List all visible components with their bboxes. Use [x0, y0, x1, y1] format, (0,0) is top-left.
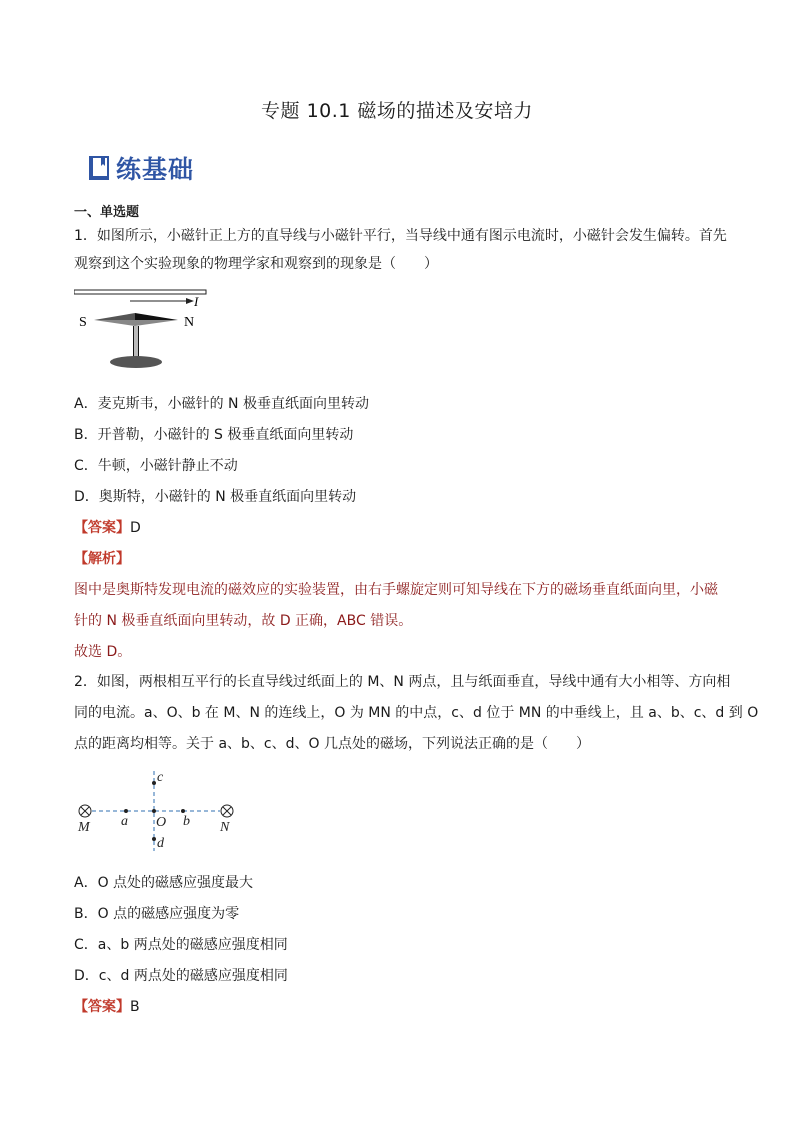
answer-tag: 【答案】 — [74, 520, 130, 536]
answer-value: D — [130, 520, 141, 536]
needle-bottom — [94, 320, 178, 326]
q2-option-b: B．O 点的磁感应强度为零 — [74, 906, 240, 922]
page-title: 专题 10.1 磁场的描述及安培力 — [261, 100, 533, 122]
q2-figure — [70, 765, 250, 861]
q1-stem-line1: 1．如图所示，小磁针正上方的直导线与小磁针平行，当导线中通有图示电流时，小磁针会发生偏转。首先 — [74, 228, 727, 244]
wire-m-icon — [79, 805, 91, 817]
q1-conclusion: 故选 D。 — [74, 644, 132, 660]
q1-figure — [74, 286, 214, 382]
answer-tag: 【答案】 — [74, 999, 130, 1015]
label-a: a — [121, 814, 128, 829]
q1-analysis-line2: 针的 N 极垂直纸面向里转动，故 D 正确，ABC 错误。 — [74, 613, 413, 629]
s-pole-label: S — [79, 315, 87, 330]
label-o: O — [156, 815, 167, 830]
banner-label: 练基础 — [116, 155, 195, 184]
q2-stem-line1: 2．如图，两根相互平行的长直导线过纸面上的 M、N 两点，且与纸面垂直，导线中通有大小相等、方向相 — [74, 674, 731, 690]
label-n: N — [220, 820, 230, 835]
section-heading: 一、单选题 — [74, 205, 140, 220]
label-b: b — [183, 814, 190, 829]
current-label: I — [194, 294, 199, 309]
q2-option-d: D．c、d 两点处的磁感应强度相同 — [74, 968, 288, 984]
q2-option-a: A．O 点处的磁感应强度最大 — [74, 875, 254, 891]
q1-analysis-line1: 图中是奥斯特发现电流的磁效应的实验装置，由右手螺旋定则可知导线在下方的磁场垂直纸面向里，小磁 — [74, 582, 718, 598]
q2-stem-line2: 同的电流。a、O、b 在 M、N 的连线上，O 为 MN 的中点，c、d 位于 MN 的中垂线上，且 a、b、c、d 到 O — [74, 705, 759, 721]
q2-answer — [74, 996, 140, 1016]
needle-stand-base — [110, 356, 162, 368]
q1-answer — [74, 517, 141, 537]
label-d: d — [157, 836, 164, 851]
n-pole-label: N — [184, 315, 195, 330]
q1-option-b: B．开普勒，小磁针的 S 极垂直纸面向里转动 — [74, 427, 354, 443]
q1-option-a: A．麦克斯韦，小磁针的 N 极垂直纸面向里转动 — [74, 396, 369, 412]
book-icon — [88, 155, 110, 181]
q1-option-c: C．牛顿，小磁针静止不动 — [74, 458, 238, 474]
q1-option-d: D．奥斯特，小磁针的 N 极垂直纸面向里转动 — [74, 489, 357, 505]
q1-analysis-tag: 【解析】 — [74, 551, 130, 567]
q2-stem-line3: 点的距离均相等。关于 a、b、c、d、O 几点处的磁场，下列说法正确的是（ ） — [74, 736, 590, 752]
label-c: c — [157, 770, 164, 785]
needle-n-half — [135, 313, 178, 320]
answer-value: B — [130, 999, 140, 1015]
needle-s-half — [94, 313, 135, 320]
wire-n-icon — [221, 805, 233, 817]
q1-stem-line2: 观察到这个实验现象的物理学家和观察到的现象是（ ） — [74, 256, 438, 272]
q2-option-c: C．a、b 两点处的磁感应强度相同 — [74, 937, 288, 953]
section-banner — [88, 150, 194, 186]
label-m: M — [78, 820, 90, 835]
